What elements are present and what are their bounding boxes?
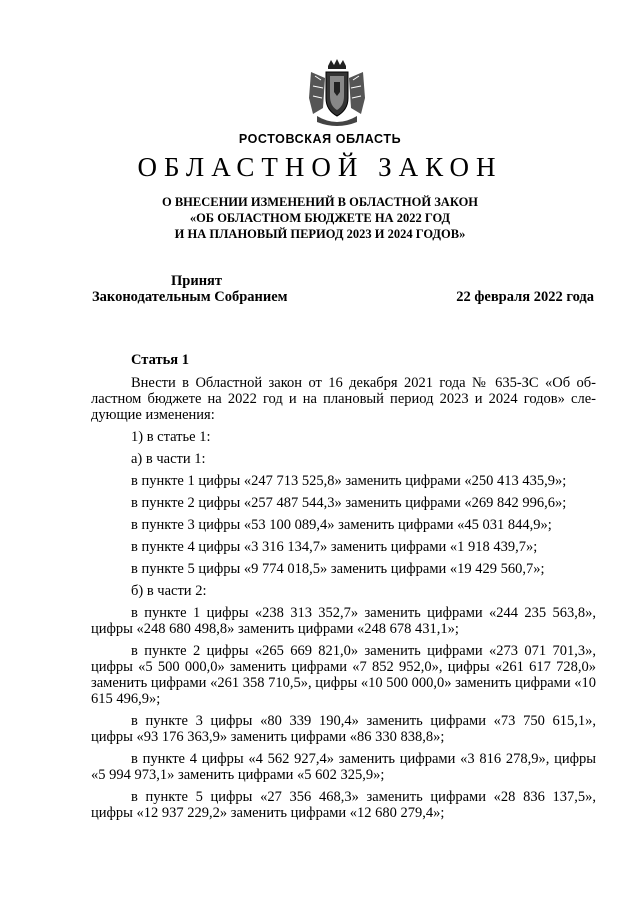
paragraph: в пункте 4 цифры «4 562 927,4» заменить цифрами «3 816 278,9», цифры «5 994 973,1» заменить цифрами «5 602 325,9»; [91,751,596,783]
paragraph: в пункте 3 цифры «80 339 190,4» заменить цифрами «73 750 615,1», цифры «93 176 363,9» заменить цифрами «86 330 838,8»; [91,713,596,745]
paragraph: в пункте 2 цифры «265 669 821,0» заменить цифрами «273 071 701,3», цифры «5 500 000,0» заменить цифрами «7 852 952,0», цифры «261 617 728,0» заменить цифрами «261 358 710,5», цифры «10 500 000,0» заменить цифрами «10 615 496,9»; [91,643,596,707]
article-body [91,375,596,827]
paragraph: б) в части 2: [131,583,207,599]
paragraph: в пункте 5 цифры «9 774 018,5» заменить цифрами «19 429 560,7»; [131,561,545,577]
subject-line: «ОБ ОБЛАСТНОМ БЮДЖЕТЕ НА 2022 ГОД [189,211,451,225]
article-heading: Статья 1 [131,352,189,368]
paragraph: в пункте 3 цифры «53 100 089,4» заменить цифрами «45 031 844,9»; [131,517,552,533]
paragraph: Внести в Областной закон от 16 декабря 2021 года № 635-ЗС «Об областном бюджете на 2022 год и на плановый период 2023 и 2024 годов» следующие изменения: [91,375,596,423]
adoption-block [92,273,288,305]
paragraph: 1) в статье 1: [131,429,211,445]
paragraph: в пункте 1 цифры «238 313 352,7» заменить цифрами «244 235 563,8», цифры «248 680 498,8» заменить цифрами «248 678 431,1»; [91,605,596,637]
paragraph: в пункте 5 цифры «27 356 468,3» заменить цифрами «28 836 137,5», цифры «12 937 229,2» заменить цифрами «12 680 279,4»; [91,789,596,821]
adopted-label: Принят [171,273,223,289]
subject-line: И НА ПЛАНОВЫЙ ПЕРИОД 2023 И 2024 ГОДОВ» [174,227,466,241]
law-type-title: ОБЛАСТНОЙ ЗАКОН [137,152,503,182]
adopting-body: Законодательным Собранием [92,289,288,305]
paragraph: в пункте 4 цифры «3 316 134,7» заменить цифрами «1 918 439,7»; [131,539,538,555]
paragraph: в пункте 2 цифры «257 487 544,3» заменить цифрами «269 842 996,6»; [131,495,567,511]
law-subject [0,194,640,242]
paragraph: в пункте 1 цифры «247 713 525,8» заменить цифрами «250 413 435,9»; [131,473,567,489]
subject-line: О ВНЕСЕНИИ ИЗМЕНЕНИЙ В ОБЛАСТНОЙ ЗАКОН [161,195,479,209]
paragraph: а) в части 1: [131,451,206,467]
region-name: РОСТОВСКАЯ ОБЛАСТЬ [238,132,402,146]
adoption-date: 22 февраля 2022 года [456,289,594,305]
coat-of-arms-emblem [301,58,373,130]
